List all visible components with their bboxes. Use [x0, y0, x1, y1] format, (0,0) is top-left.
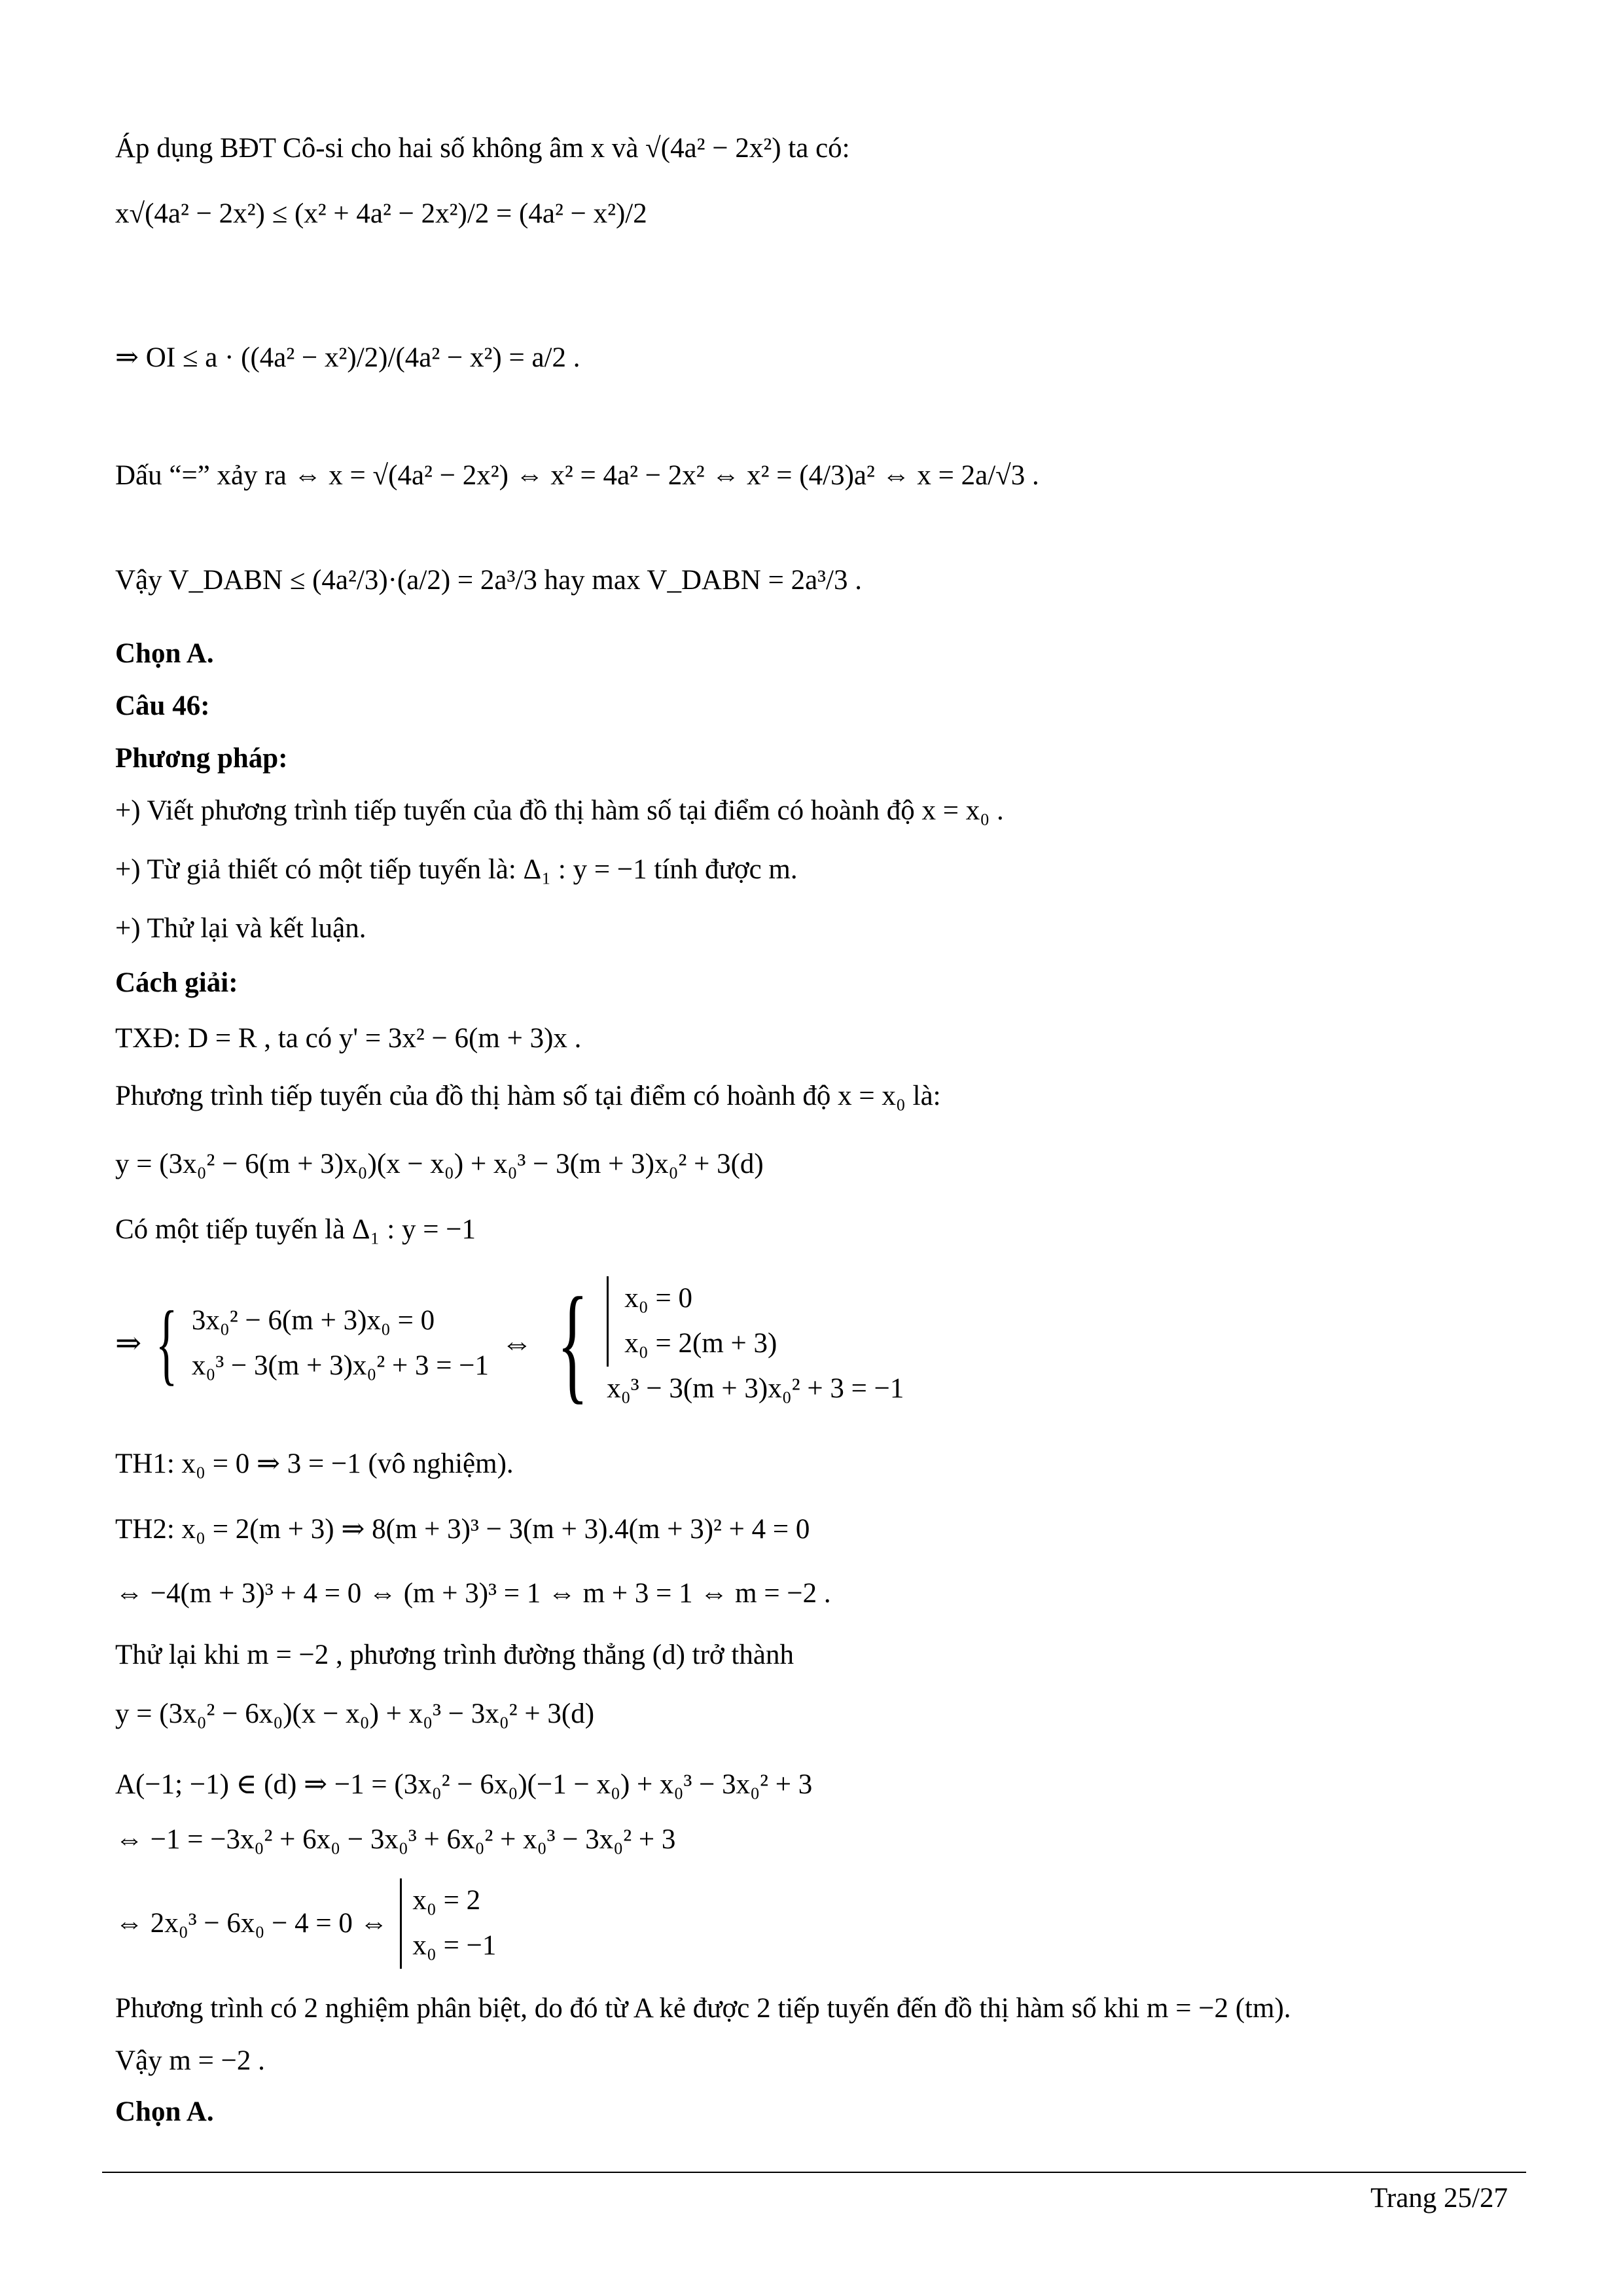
text-line-21: Thử lại khi m = −2 , phương trình đường thẳng (d) trở thành [115, 1640, 794, 1670]
text-line-26: Phương trình có 2 nghiệm phân biệt, do đó từ A kẻ được 2 tiếp tuyến đến đồ thị hàm số khi m = −2 (tm). [115, 1993, 1291, 2024]
cubic-equation: ⇔ 2x₀³ − 6x₀ − 4 = 0 ⇔ [115, 1907, 388, 1939]
method-step-2: +) Từ giả thiết có một tiếp tuyến là: Δ₁ : y = −1 tính được m. [115, 854, 798, 885]
equiv-symbol: ⇔ [501, 1326, 533, 1361]
method-step-3: +) Thử lại và kết luận. [115, 913, 366, 944]
solution-2: x₀ = −1 [412, 1929, 497, 1961]
answer-label-2: Chọn A. [115, 2096, 214, 2127]
solution-heading: Cách giải: [115, 967, 238, 998]
math-line-22: y = (3x₀² − 6x₀)(x − x₀) + x₀³ − 3x₀² + 3(d) [115, 1698, 595, 1729]
case-2: TH2: x₀ = 2(m + 3) ⇒ 8(m + 3)³ − 3(m + 3).4(m + 3)² + 4 = 0 [115, 1514, 810, 1545]
left-brace-1: { [155, 1293, 178, 1395]
text-line-14: Phương trình tiếp tuyến của đồ thị hàm số tại điểm có hoành độ x = x₀ là: [115, 1081, 941, 1111]
answer-label-1: Chọn A. [115, 638, 214, 669]
solution-1: x₀ = 2 [412, 1885, 481, 1916]
text-line-13: TXĐ: D = R , ta có y' = 3x² − 6(m + 3)x . [115, 1023, 582, 1054]
text-line-27: Vậy m = −2 . [115, 2045, 265, 2076]
math-line-20: ⇔ −4(m + 3)³ + 4 = 0 ⇔ (m + 3)³ = 1 ⇔ m + 3 = 1 ⇔ m = −2 . [115, 1578, 831, 1609]
system-1-eq-1: 3x₀² − 6(m + 3)x₀ = 0 [191, 1305, 435, 1336]
math-line-24: ⇔ −1 = −3x₀² + 6x₀ − 3x₀³ + 6x₀² + x₀³ − 3x₀² + 3 [115, 1824, 676, 1855]
system-1-eq-2: x₀³ − 3(m + 3)x₀² + 3 = −1 [191, 1350, 490, 1382]
system-2-eq-1: x₀ = 0 [607, 1276, 904, 1321]
footer-divider [102, 2172, 1526, 2173]
text-line-16: Có một tiếp tuyến là Δ₁ : y = −1 [115, 1214, 476, 1245]
case-1: TH1: x₀ = 0 ⇒ 3 = −1 (vô nghiệm). [115, 1448, 514, 1479]
math-line-15: y = (3x₀² − 6(m + 3)x₀)(x − x₀) + x₀³ − 3(m + 3)x₀² + 3(d) [115, 1149, 764, 1179]
system-1 [192, 1299, 489, 1389]
system-2 [607, 1276, 904, 1411]
system-2-eq-2: x₀ = 2(m + 3) [607, 1321, 904, 1367]
text-line-4: Dấu “=” xảy ra ⇔ x = √(4a² − 2x²) ⇔ x² = 4a² − 2x² ⇔ x² = (4/3)a² ⇔ x = 2a/√3 . [115, 460, 1039, 491]
math-line-25 [115, 1878, 496, 1969]
math-line-3: ⇒ OI ≤ a · ((4a² − x²)/2)/(4a² − x²) = a/2 . [115, 342, 580, 373]
text-line-1: Áp dụng BĐT Cô-si cho hai số không âm x và √(4a² − 2x²) ta có: [115, 133, 850, 164]
system-equations [115, 1271, 904, 1416]
system-2-eq-3: x₀³ − 3(m + 3)x₀² + 3 = −1 [607, 1372, 904, 1404]
method-step-1: +) Viết phương trình tiếp tuyến của đồ thị hàm số tại điểm có hoành độ x = x₀ . [115, 795, 1004, 826]
method-heading: Phương pháp: [115, 743, 288, 774]
text-line-5: Vậy V_DABN ≤ (4a²/3)·(a/2) = 2a³/3 hay max V_DABN = 2a³/3 . [115, 565, 862, 596]
solution-set [400, 1878, 496, 1969]
implies-symbol: ⇒ [115, 1326, 142, 1361]
page-number: Trang 25/27 [1370, 2183, 1508, 2214]
math-line-2: x√(4a² − 2x²) ≤ (x² + 4a² − 2x²)/2 = (4a² − x²)/2 [115, 198, 647, 229]
left-brace-2: { [556, 1271, 588, 1416]
question-heading: Câu 46: [115, 691, 210, 721]
math-line-23: A(−1; −1) ∈ (d) ⇒ −1 = (3x₀² − 6x₀)(−1 − x₀) + x₀³ − 3x₀² + 3 [115, 1769, 813, 1800]
